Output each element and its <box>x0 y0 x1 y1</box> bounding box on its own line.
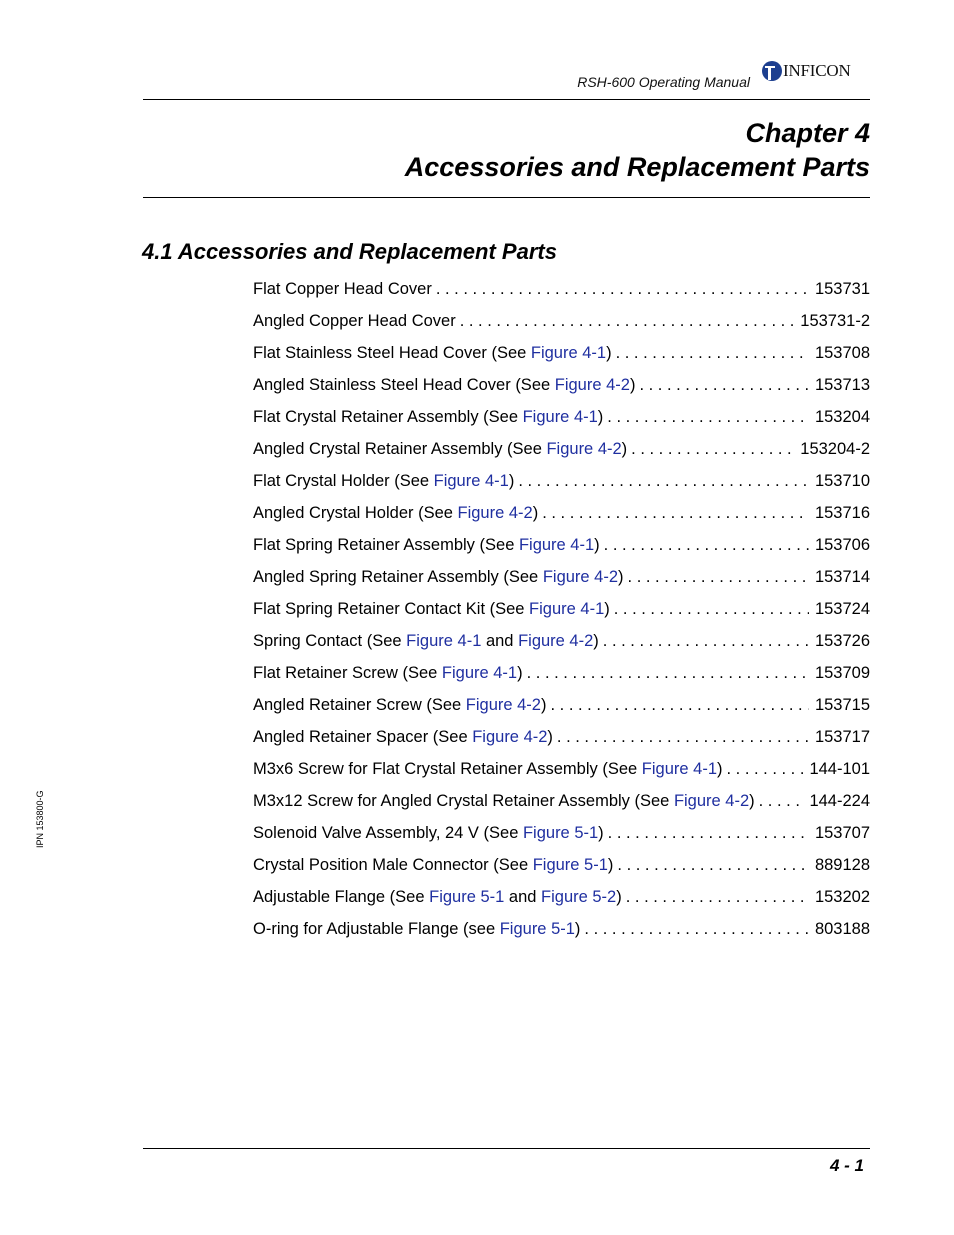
figure-link[interactable]: Figure 4-2 <box>457 504 533 522</box>
dot-leader <box>616 344 809 363</box>
part-number: 153709 <box>814 664 870 682</box>
figure-link[interactable]: Figure 4-1 <box>433 472 509 490</box>
footer-rule <box>143 1148 870 1149</box>
part-description-text: ) <box>618 568 624 586</box>
part-description-text: Angled Spring Retainer Assembly (See <box>253 568 543 586</box>
dot-leader <box>460 312 795 331</box>
part-description-text: Angled Crystal Retainer Assembly (See <box>253 440 547 458</box>
part-description <box>253 472 514 491</box>
part-number: 803188 <box>814 920 870 938</box>
part-description <box>253 312 456 331</box>
part-row <box>253 312 870 344</box>
part-row <box>253 824 870 856</box>
part-description <box>253 408 603 427</box>
part-row <box>253 696 870 728</box>
document-ipn: IPN 153800-G <box>35 790 45 848</box>
part-description-text: M3x12 Screw for Angled Crystal Retainer Assembly (See <box>253 792 674 810</box>
part-number: 889128 <box>814 856 870 874</box>
part-number: 153731-2 <box>800 312 870 330</box>
part-row <box>253 344 870 376</box>
part-row <box>253 376 870 408</box>
part-description-text: and <box>504 888 542 906</box>
part-description <box>253 920 580 939</box>
part-description-text: ) <box>594 536 600 554</box>
part-description-text: ) <box>749 792 755 810</box>
part-description-text: ) <box>574 920 581 938</box>
part-description-text: Flat Copper Head Cover <box>253 280 432 298</box>
part-number: 153724 <box>814 600 870 618</box>
part-description-text: Flat Spring Retainer Contact Kit (See <box>253 600 530 618</box>
page-number: 4 - 1 <box>829 1156 864 1175</box>
part-number: 153713 <box>814 376 870 394</box>
part-description-text: Angled Crystal Holder (See <box>253 504 458 522</box>
part-row <box>253 504 870 536</box>
dot-leader <box>727 760 804 779</box>
dot-leader <box>626 888 809 907</box>
part-description-text: ) <box>532 504 539 522</box>
dot-leader <box>607 408 809 427</box>
part-number: 144-101 <box>809 760 870 778</box>
part-description <box>253 824 604 843</box>
part-description-text: Adjustable Flange (See <box>253 888 430 906</box>
part-number: 153731 <box>814 280 870 298</box>
part-number: 153717 <box>814 728 870 746</box>
part-description <box>253 344 612 363</box>
part-description-text: and <box>481 632 519 650</box>
part-description-text: ) <box>717 760 723 778</box>
figure-link[interactable]: Figure 4-1 <box>522 408 598 426</box>
part-number: 144-224 <box>809 792 870 810</box>
part-description <box>253 696 546 715</box>
part-description-text: Angled Stainless Steel Head Cover (See <box>253 376 555 394</box>
part-description-text: ) <box>604 600 610 618</box>
figure-link[interactable]: Figure 4-1 <box>441 664 518 682</box>
part-row <box>253 792 870 824</box>
inficon-logo-icon <box>760 60 782 82</box>
dot-leader <box>639 376 808 395</box>
part-row <box>253 568 870 600</box>
part-description-text: Angled Copper Head Cover <box>253 312 456 330</box>
figure-link[interactable]: Figure 4-2 <box>465 696 541 714</box>
part-description-text: ) <box>607 856 614 874</box>
part-description-text: ) <box>547 728 553 746</box>
dot-leader <box>603 632 809 651</box>
part-description <box>253 760 723 779</box>
part-description-text: Crystal Position Male Connector (See <box>253 856 533 874</box>
part-number: 153716 <box>814 504 870 522</box>
part-description <box>253 600 610 619</box>
part-description-text: Angled Retainer Spacer (See <box>253 728 473 746</box>
part-description <box>253 568 624 587</box>
part-description <box>253 792 755 811</box>
part-description <box>253 888 622 907</box>
part-description-text: ) <box>508 472 515 490</box>
figure-link[interactable]: Figure 4-2 <box>472 728 548 746</box>
part-number: 153710 <box>814 472 870 490</box>
chapter-rule <box>143 197 870 198</box>
figure-link[interactable]: Figure 4-2 <box>673 792 750 810</box>
part-row <box>253 536 870 568</box>
dot-leader <box>617 856 809 875</box>
dot-leader <box>614 600 809 619</box>
inficon-logo <box>760 60 851 82</box>
dot-leader <box>759 792 804 811</box>
figure-link[interactable]: Figure 4-2 <box>518 632 594 650</box>
figure-link[interactable]: Figure 5-1 <box>499 920 575 938</box>
part-description-text: Spring Contact (See <box>253 632 407 650</box>
part-number: 153202 <box>814 888 870 906</box>
dot-leader <box>550 696 808 715</box>
dot-leader <box>518 472 809 491</box>
part-number: 153708 <box>814 344 870 362</box>
part-description-text: ) <box>593 632 599 650</box>
chapter-name: Accessories and Replacement Parts <box>404 152 870 182</box>
part-description-text: ) <box>540 696 547 714</box>
part-number: 153706 <box>814 536 870 554</box>
part-number: 153726 <box>814 632 870 650</box>
dot-leader <box>436 280 809 299</box>
chapter-number: Chapter 4 <box>745 118 870 148</box>
figure-link[interactable]: Figure 5-1 <box>522 824 599 842</box>
section-heading: 4.1 Accessories and Replacement Parts <box>142 239 557 264</box>
part-description <box>253 504 538 523</box>
figure-link[interactable]: Figure 4-1 <box>406 632 482 650</box>
part-number: 153204 <box>814 408 870 426</box>
manual-title: RSH-600 Operating Manual <box>577 74 750 90</box>
part-description-text: M3x6 Screw for Flat Crystal Retainer Assembly (See <box>253 760 642 778</box>
figure-link[interactable]: Figure 4-1 <box>529 600 605 618</box>
part-description-text: ) <box>606 344 612 362</box>
header-rule <box>143 99 870 100</box>
part-row <box>253 280 870 312</box>
part-description <box>253 376 635 395</box>
dot-leader <box>604 536 809 555</box>
part-number: 153204-2 <box>800 440 870 458</box>
part-description <box>253 280 432 299</box>
part-row <box>253 472 870 504</box>
figure-link[interactable]: Figure 5-1 <box>532 856 608 874</box>
figure-link[interactable]: Figure 4-2 <box>554 376 630 394</box>
part-row <box>253 888 870 920</box>
part-description-text: Flat Crystal Holder (See <box>253 472 434 490</box>
part-description-text: ) <box>629 376 636 394</box>
part-row <box>253 440 870 472</box>
part-description-text: Angled Retainer Screw (See <box>253 696 466 714</box>
part-description-text: ) <box>597 408 604 426</box>
part-number: 153714 <box>814 568 870 586</box>
part-description-text: Flat Spring Retainer Assembly (See <box>253 536 519 554</box>
part-row <box>253 600 870 632</box>
part-row <box>253 760 870 792</box>
part-description <box>253 632 599 651</box>
part-description-text: ) <box>621 440 628 458</box>
part-description <box>253 856 613 875</box>
part-description-text: ) <box>517 664 523 682</box>
part-description <box>253 440 627 459</box>
figure-link[interactable]: Figure 4-1 <box>641 760 717 778</box>
part-number: 153715 <box>814 696 870 714</box>
figure-link[interactable]: Figure 4-1 <box>530 344 607 362</box>
part-description-text: ) <box>616 888 622 906</box>
part-row <box>253 728 870 760</box>
part-description-text: O-ring for Adjustable Flange (see <box>253 920 500 938</box>
figure-link[interactable]: Figure 5-1 <box>429 888 505 906</box>
part-description-text: Flat Retainer Screw (See <box>253 664 442 682</box>
dot-leader <box>631 440 794 459</box>
part-description <box>253 728 553 747</box>
part-row <box>253 632 870 664</box>
part-row <box>253 856 870 888</box>
figure-link[interactable]: Figure 4-1 <box>518 536 595 554</box>
part-row <box>253 664 870 696</box>
part-number: 153707 <box>814 824 870 842</box>
part-description-text: Flat Crystal Retainer Assembly (See <box>253 408 523 426</box>
figure-link[interactable]: Figure 4-2 <box>546 440 622 458</box>
dot-leader <box>608 824 809 843</box>
part-row <box>253 408 870 440</box>
part-description-text: ) <box>598 824 604 842</box>
figure-link[interactable]: Figure 5-2 <box>541 888 617 906</box>
dot-leader <box>542 504 809 523</box>
part-row <box>253 920 870 952</box>
part-description <box>253 536 600 555</box>
figure-link[interactable]: Figure 4-2 <box>542 568 619 586</box>
dot-leader <box>527 664 809 683</box>
logo-text: INFICON <box>783 61 851 80</box>
dot-leader <box>557 728 809 747</box>
part-description-text: Solenoid Valve Assembly, 24 V (See <box>253 824 523 842</box>
chapter-title <box>405 116 870 184</box>
part-description-text: Flat Stainless Steel Head Cover (See <box>253 344 531 362</box>
part-description <box>253 664 523 683</box>
parts-list <box>253 280 870 952</box>
dot-leader <box>584 920 809 939</box>
dot-leader <box>628 568 809 587</box>
